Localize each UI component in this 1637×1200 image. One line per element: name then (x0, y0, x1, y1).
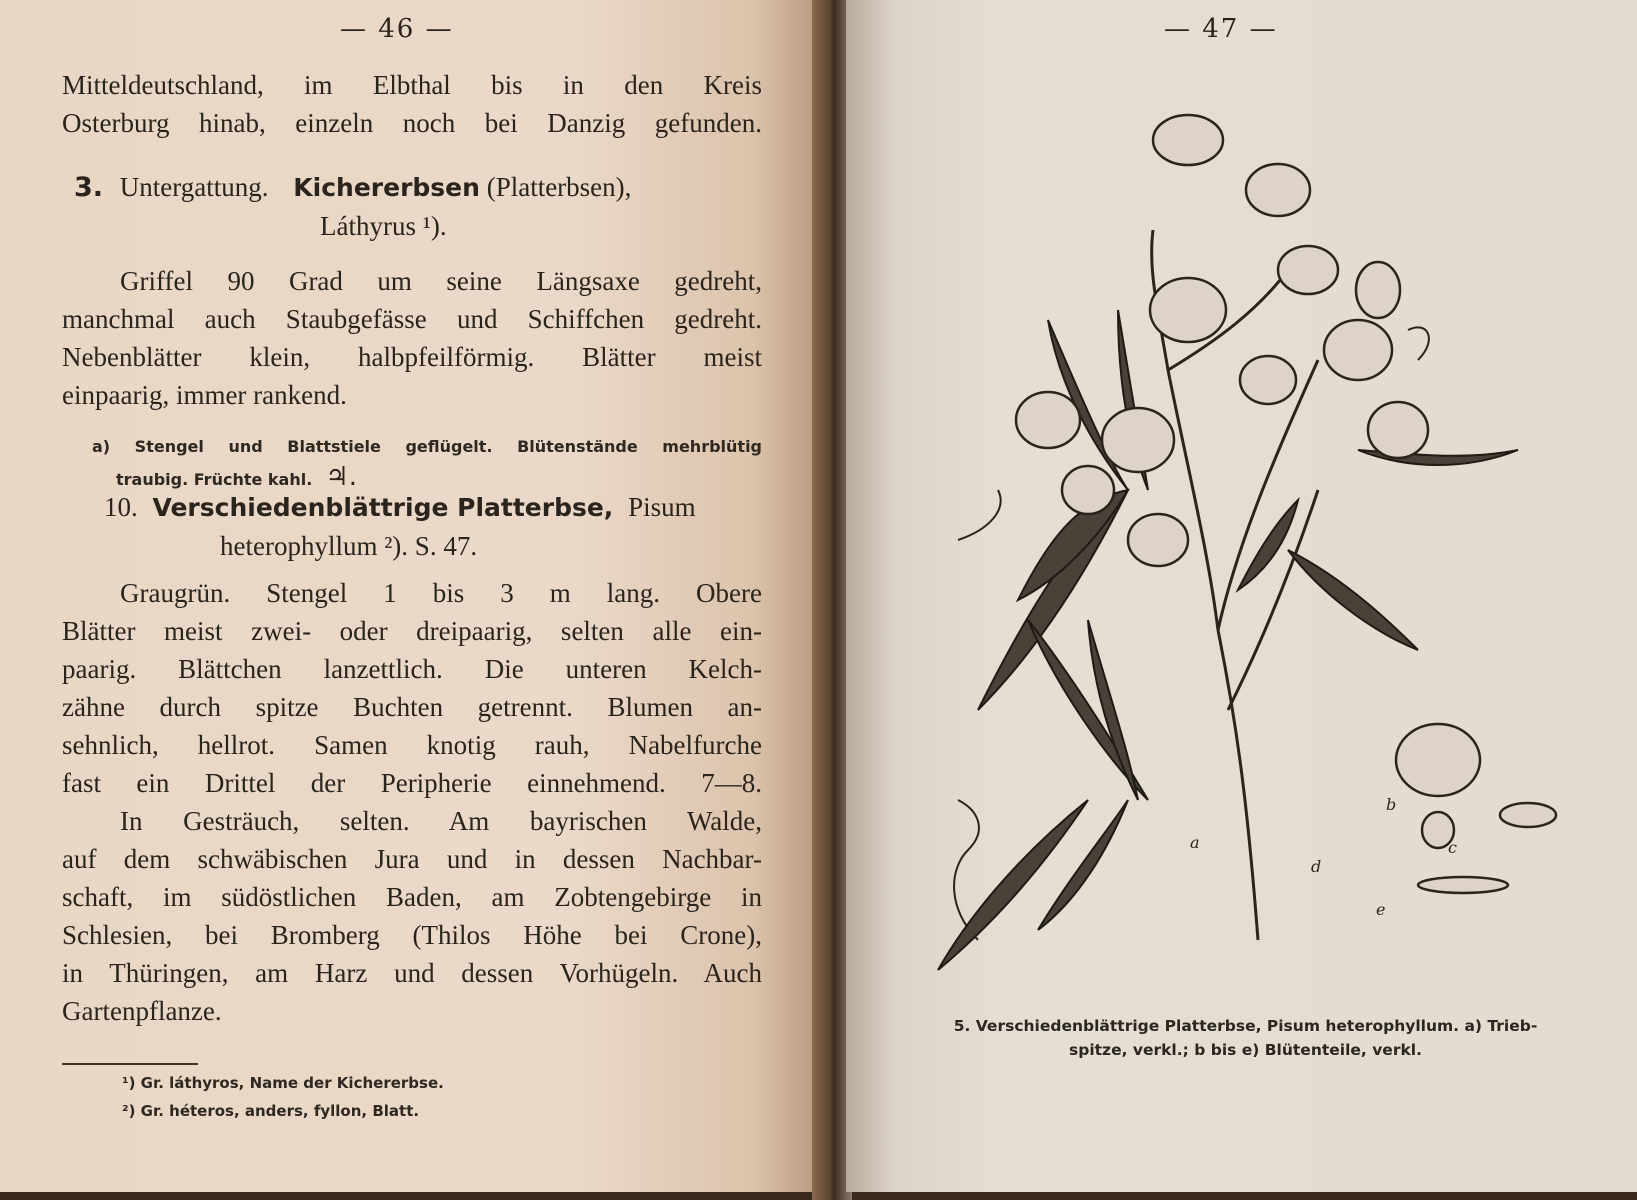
flower-part-e (1418, 877, 1508, 893)
subgenus-number: 3. (74, 172, 104, 203)
caption-line: spitze, verkl.; b bis e) Blütenteile, verkl. (1069, 1041, 1422, 1059)
flower (1102, 408, 1174, 472)
figure-label-b: b (1386, 795, 1397, 814)
leaf (1038, 800, 1128, 930)
species-name: Verschiedenblättrige Platterbse, (152, 493, 614, 522)
flower (1128, 514, 1188, 566)
desc-line: Nebenblätter klein, halbpfeilförmig. Blätter meist (62, 342, 762, 372)
flower-part-c (1500, 803, 1556, 827)
identification-key (92, 432, 762, 495)
habitat-line: schaft, im südöstlichen Baden, am Zobtengebirge in (62, 882, 762, 912)
page-number-left: — 46 — (340, 14, 454, 44)
subgenus-alt: (Platterbsen), (486, 172, 632, 202)
body-line: paarig. Blättchen lanzettlich. Die unteren Kelch- (62, 654, 762, 684)
figure-label-a: a (1190, 833, 1200, 852)
key-line: traubig. Früchte kahl. (116, 470, 313, 489)
intro-paragraph (62, 66, 762, 142)
habitat-line: Gartenpflanze. (62, 996, 222, 1026)
flower (1246, 164, 1310, 216)
footnote-1: ¹) Gr. láthyros, Name der Kichererbse. (122, 1074, 444, 1092)
figure-caption (918, 1014, 1573, 1062)
leaf (1238, 500, 1298, 590)
flower (1153, 115, 1223, 165)
footnote-2: ²) Gr. héteros, anders, fyllon, Blatt. (122, 1102, 420, 1120)
subgenus-latin: Láthyrus ¹). (320, 211, 447, 241)
figure-label-c: c (1448, 838, 1457, 857)
flower-part-b (1396, 724, 1480, 796)
desc-line: manchmal auch Staubgefässe und Schiffchen gedreht. (62, 304, 762, 334)
subgenus-word: Untergattung. (119, 172, 269, 202)
species-heading (62, 488, 762, 565)
habitat-line: in Thüringen, am Harz und dessen Vorhügeln. Auch (62, 958, 762, 988)
habitat-line: In Gesträuch, selten. Am bayrischen Walde, (120, 806, 762, 836)
flower (1356, 262, 1400, 318)
flower (1016, 392, 1080, 448)
flower (1278, 246, 1338, 294)
body-line: sehnlich, hellrot. Samen knotig rauh, Nabelfurche (62, 730, 762, 760)
subgenus-description (62, 262, 762, 414)
body-line: Blätter meist zwei- oder dreipaarig, selten alle ein- (62, 616, 762, 646)
body-line: fast ein Drittel der Peripherie einnehmend. 7—8. (62, 768, 762, 798)
intro-line: Mitteldeutschland, im Elbthal bis in den Kreis (62, 70, 762, 100)
leaf (938, 800, 1088, 970)
habitat-line: auf dem schwäbischen Jura und in dessen Nachbar- (62, 844, 762, 874)
key-line: a) Stengel und Blattstiele geflügelt. Blütenstände mehrblütig (92, 437, 762, 456)
left-page (0, 0, 818, 1192)
caption-line: 5. Verschiedenblättrige Platterbse, Pisum heterophyllum. a) Trieb- (953, 1017, 1538, 1035)
subgenus-name: Kichererbsen (293, 173, 480, 202)
flower (1324, 320, 1392, 380)
flower (1368, 402, 1428, 458)
intro-line: Osterburg hinab, einzeln noch bei Danzig gefunden. (62, 108, 762, 138)
plant-illustration (918, 110, 1598, 1010)
page-number-right: — 47 — (1164, 14, 1278, 44)
flower (1240, 356, 1296, 404)
leaf (1288, 550, 1418, 650)
perennial-symbol: ♃. (325, 462, 357, 492)
habitat-line: Schlesien, bei Bromberg (Thilos Höhe bei Crone), (62, 920, 762, 950)
figure-label-d: d (1311, 857, 1322, 876)
species-description (62, 574, 762, 1030)
body-line: zähne durch spitze Buchten getrennt. Blumen an- (62, 692, 762, 722)
subgenus-heading (62, 168, 762, 245)
footnote-rule (62, 1063, 198, 1065)
figure-label-e: e (1376, 900, 1386, 919)
desc-line: einpaarig, immer rankend. (62, 380, 347, 410)
species-number: 10. (104, 492, 138, 522)
leaf (1088, 620, 1138, 800)
flower (1062, 466, 1114, 514)
species-latin: Pisum (628, 492, 696, 522)
species-latin: heterophyllum ²). S. 47. (220, 531, 478, 561)
desc-line: Griffel 90 Grad um seine Längsaxe gedreht, (120, 266, 762, 296)
flower (1150, 278, 1226, 342)
body-line: Graugrün. Stengel 1 bis 3 m lang. Obere (120, 578, 762, 608)
